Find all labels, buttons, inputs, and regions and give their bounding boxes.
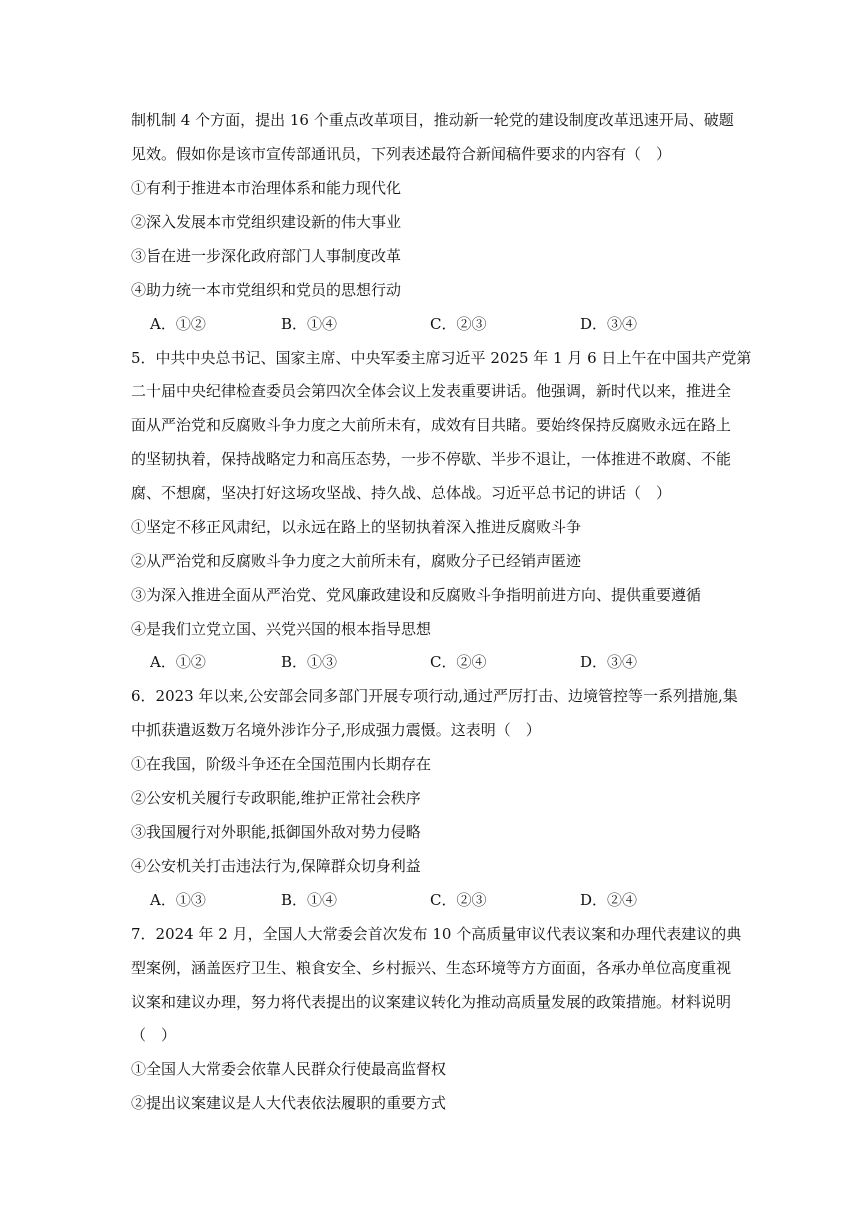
- q5-option-d[interactable]: D．③④: [580, 653, 638, 671]
- q5-stem-line: 二十届中央纪律检查委员会第四次全体会议上发表重要讲话。他强调，新时代以来，推进全: [131, 382, 732, 400]
- q4-option-c[interactable]: C．②③: [430, 315, 487, 333]
- q4-option-a[interactable]: A．①②: [150, 315, 206, 333]
- q6-option-a[interactable]: A．①③: [150, 891, 206, 909]
- q7-stem-line: （ ）: [131, 1026, 177, 1044]
- q5-option-c[interactable]: C．②④: [430, 653, 487, 671]
- q6-item-3: ③我国履行对外职能,抵御国外敌对势力侵略: [131, 823, 421, 841]
- q6-item-1: ①在我国，阶级斗争还在全国范围内长期存在: [131, 755, 432, 773]
- q6-stem-line: 6．2023 年以来,公安部会同多部门开展专项行动,通过严厉打击、边境管控等一系列措施,集: [131, 687, 738, 705]
- q5-option-b[interactable]: B．①③: [281, 653, 338, 671]
- q4-option-b[interactable]: B．①④: [281, 315, 338, 333]
- q4-item-4: ④助力统一本市党组织和党员的思想行动: [131, 281, 402, 299]
- q5-item-4: ④是我们立党立国、兴党兴国的根本指导思想: [131, 620, 432, 638]
- q6-stem-line: 中抓获遣返数万名境外涉诈分子,形成强力震慑。这表明（ ）: [131, 721, 541, 739]
- q4-options: [150, 314, 710, 334]
- q4-item-3: ③旨在进一步深化政府部门人事制度改革: [131, 247, 402, 265]
- q5-item-3: ③为深入推进全面从严治党、党风廉政建设和反腐败斗争指明前进方向、提供重要遵循: [131, 586, 702, 604]
- q6-options: [150, 890, 710, 910]
- q4-item-1: ①有利于推进本市治理体系和能力现代化: [131, 179, 402, 197]
- q5-stem-line: 腐、不想腐，坚决打好这场攻坚战、持久战、总体战。习近平总书记的讲话（ ）: [131, 484, 672, 502]
- q4-stem-line: 制机制 4 个方面，提出 16 个重点改革项目，推动新一轮党的建设制度改革迅速开局、破题: [131, 111, 734, 129]
- q5-item-1: ①坚定不移正风肃纪，以永远在路上的坚韧执着深入推进反腐败斗争: [131, 518, 582, 536]
- q5-options: [150, 652, 710, 672]
- q6-option-c[interactable]: C．②③: [430, 891, 487, 909]
- q5-stem-line: 5．中共中央总书记、国家主席、中央军委主席习近平 2025 年 1 月 6 日上午在中国共产党第: [131, 349, 752, 367]
- q7-item-2: ②提出议案建议是人大代表依法履职的重要方式: [131, 1094, 447, 1112]
- q7-stem-line: 议案和建议办理，努力将代表提出的议案建议转化为推动高质量发展的政策措施。材料说明: [131, 993, 732, 1011]
- q7-stem-line: 型案例，涵盖医疗卫生、粮食安全、乡村振兴、生态环境等方方面面，各承办单位高度重视: [131, 959, 732, 977]
- q6-item-4: ④公安机关打击违法行为,保障群众切身利益: [131, 857, 421, 875]
- q5-stem-line: 的坚韧执着，保持战略定力和高压态势，一步不停歇、半步不退让，一体推进不敢腐、不能: [131, 450, 732, 468]
- q6-item-2: ②公安机关履行专政职能,维护正常社会秩序: [131, 789, 421, 807]
- q6-option-b[interactable]: B．①④: [281, 891, 338, 909]
- q5-option-a[interactable]: A．①②: [150, 653, 206, 671]
- q4-stem-line: 见效。假如你是该市宣传部通讯员，下列表述最符合新闻稿件要求的内容有（ ）: [131, 145, 672, 163]
- q4-option-d[interactable]: D．③④: [580, 315, 638, 333]
- q5-stem-line: 面从严治党和反腐败斗争力度之大前所未有，成效有目共睹。要始终保持反腐败永远在路上: [131, 416, 732, 434]
- q5-item-2: ②从严治党和反腐败斗争力度之大前所未有，腐败分子已经销声匿迹: [131, 552, 582, 570]
- q7-stem-line: 7．2024 年 2 月，全国人大常委会首次发布 10 个高质量审议代表议案和办理代表建议的典: [131, 925, 742, 943]
- q6-option-d[interactable]: D．②④: [580, 891, 638, 909]
- q4-item-2: ②深入发展本市党组织建设新的伟大事业: [131, 213, 402, 231]
- q7-item-1: ①全国人大常委会依靠人民群众行使最高监督权: [131, 1060, 447, 1078]
